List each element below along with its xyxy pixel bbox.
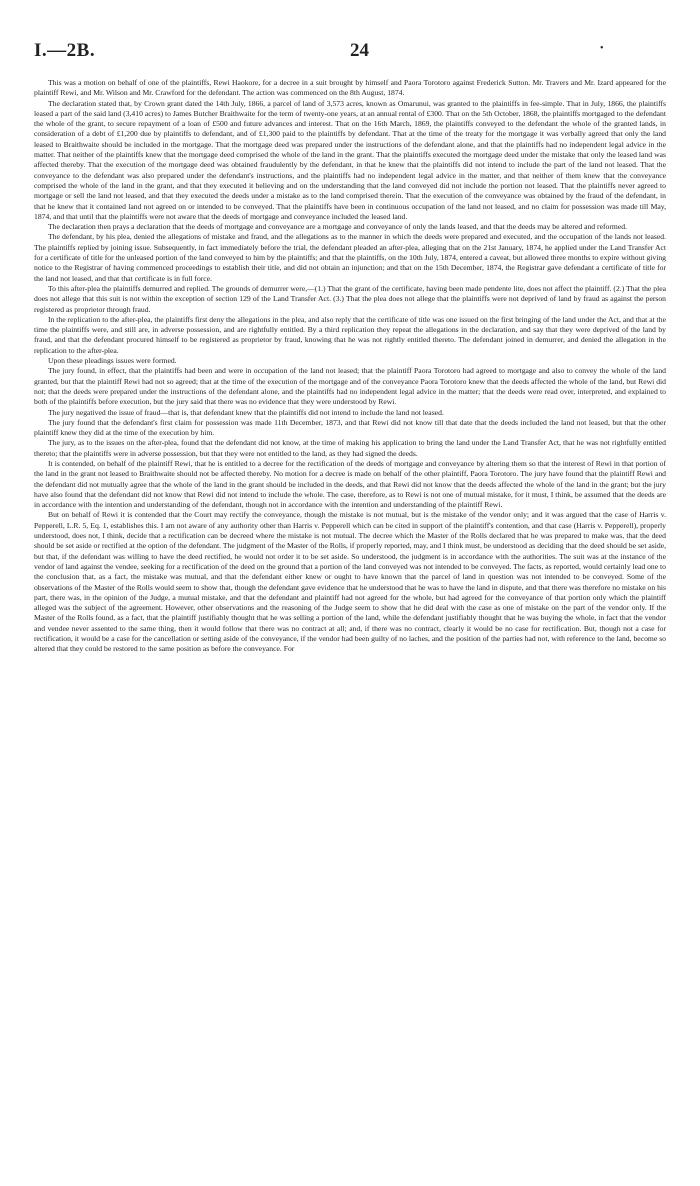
paragraph: The jury negatived the issue of fraud—that is, that defendant knew that the plaintiffs did not intend to include the land not leased.: [48, 407, 444, 417]
paragraph: To this after-plea the plaintiffs demurred and replied. The grounds of demurrer were,—(1.) That the grant of the certificate, having been made pendente lite, does not affect the plaintiff. (2.) That the plea does not allege that this suit is not within the exception of section 129 of the Land Transfer Act. (3.) That the plea does not allege that the plaintiffs were not deprived of land by fraud as against the person registered as proprietor through fraud.: [34, 283, 666, 314]
margin-mark: •: [600, 43, 604, 54]
document-reference: I.—2B.: [34, 40, 96, 61]
paragraph: This was a motion on behalf of one of the plaintiffs, Rewi Haokore, for a decree in a suit brought by himself and Paora Torotoro against Frederick Sutton. Mr. Travers and Mr. Izard appeared for the plaintiff Rewi, and Mr. Wilson and Mr. Crawford for the defendant. The action was commenced on the 8th August, 1874.: [34, 78, 666, 98]
paragraph: The declaration stated that, by Crown grant dated the 14th July, 1866, a parcel of land of 3,573 acres, known as Omarunui, was granted to the plaintiffs in fee-simple. That in July, 1866, the plaintiffs leased a part of the said land (3,410 acres) to James Butcher Braithwaite for the term of twenty-one years, at an annual rental of £300. That on the 5th October, 1868, the plaintiffs mortgaged to the defendant the whole of the grant, to secure repayment of a loan of £500 and future advances and interest. That on the 16th March, 1869, the plaintiffs conveyed to the defendant the whole of the granted lands, in consideration of a debt of £1,200 due by plaintiffs to defendant, and of £1,300 paid to the plaintiffs by defendant. That at the time of the treaty for the mortgage it was verbally agreed that only the land leased to Braithwaite should be included in the mortgage. That the mortgage deed was prepared under the instructions of the defendant alone, and that the plaintiffs had no independent legal advice in the matter. That neither of the plaintiffs knew that the mortgage deed comprised the whole of the land in the grant. That the plaintiffs executed the mortgage deed under the mistake that only the leased land was affected thereby. That the execution of the mortgage deed was obtained fraudulently by the defendant, in that he knew that the plaintiffs did not intend to include the part of the land not leased. That the conveyance to the defendant was also prepared under the defendant's instructions, and the plaintiffs had no independent legal advice in the matter, and that neither of them knew that the conveyance comprised the whole of the land in the grant, and that they executed it believing and on the understanding that the land conveyed did not include the portion not leased. That the plaintiffs never agreed to mortgage or sell the land not leased, and that they executed the deeds under a mistake as to the land comprised therein. That the execution of the conveyance was obtained by the fraud of the defendant, in that he knew that it contained land not agreed on or intended to be conveyed. That the plaintiffs have been in continuous occupation of the land not leased, and no claim for possession was made till May, 1874, and that until that the plaintiffs were not aware that the deeds of mortgage and conveyance included the leased land.: [34, 98, 666, 221]
paragraph: In the replication to the after-plea, the plaintiffs first deny the allegations in the plea, and also reply that the certificate of title was one issued on the first bringing of the land under the Act, and that at the time the plaintiffs were, and still are, in adverse possession, and are rightfully entitled. By a third replication they repeat the allegations in the declaration, and say that they were deprived of the land by fraud, and that the defendant procured himself to be registered as proprietor by fraud, knowing that he was not rightly entitled thereto. The defendant joined in demurrer, and denied the allegation in the replication to the after-plea.: [34, 314, 666, 355]
page-number: 24: [350, 40, 369, 61]
paragraph: The jury, as to the issues on the after-plea, found that the defendant did not know, at the time of making his application to bring the land under the Land Transfer Act, that he was not rightfully entitled thereto; that the plaintiffs were in adverse possession, but that they were not entitled to the land, as they had signed the deeds.: [34, 438, 666, 458]
paragraph: But on behalf of Rewi it is contended that the Court may rectify the conveyance, though the mistake is not mutual, but is the mistake of the vendor only; and it was argued that the case of Harris v. Pepperell, L.R. 5, Eq. 1, establishes this. I am not aware of any authority other than Harris v. Pepperell which can be cited in support of the plaintiff's contention, and that case (Harris v. Pepperell), properly understood, does not, I think, decide that a rectification can be decreed where the mistake is not mutual. The decree which the Master of the Rolls declared that he was prepared to make was, that the deed should be set aside or rectified at the option of the defendant. The judgment of the Master of the Rolls, if properly reported, may, and I think must, be understood as deciding that the deed should be set aside, but that, if the defendant was willing to have the deed rectified, he would not order it to be set aside. So understood, the judgment is in accordance with the authorities. The suit was at the instance of the vendor of land against the vendee, seeking for a rectification of the deed on the ground that a portion of the land conveyed was not intended to be conveyed. The facts, as reported, would certainly lead one to the conclusion that, as a fact, the mistake was mutual, and that the defendant either knew or ought to have known that the parcel of land in question was not intended to be conveyed. Some of the observations of the Master of the Rolls would seem to show that, though the defendant gave evidence that he understood that he was to have the land in dispute, and that there was therefore no mistake on his part, there was, in the opinion of the Judge, a mutual mistake, and that the defendant and plaintiff had not agreed for the whole, but had agreed for the conveyance of that portion only which the plaintiff alleged was the subject of the agreement. However, other observations and the reasoning of the Judge seem to show that he did deal with the case as one of mistake on the part of the vendor only. If the Master of the Rolls found, as a fact, that the plaintiff justifiably thought that he was selling a portion of the land, while the defendant justifiably thought that he was buying the whole, in fact that the vendor and vendee never assented to the same thing, then it would follow that there was no contract at all; and, if there was no contract, clearly it would be no case for rectification. But, though not a case for rectification, it would be a case for the cancellation or setting aside of the conveyance, if the vendor had been guilty of no laches, and the position of the parties had not, with reference to the land, become so altered that they could be restored to the same position as before the conveyance. For: [34, 510, 666, 654]
body-text: [34, 78, 666, 1178]
page-header: [34, 40, 666, 70]
paragraph: The jury found, in effect, that the plaintiffs had been and were in occupation of the land not leased; that the plaintiff Paora Torotoro had agreed to mortgage and also to convey the whole of the land granted, but that the plaintiff Rewi had not so agreed; that at the time of the execution of the mortgage and of the conveyance Paora Torotoro knew that the deeds affected the whole of the land, but Rewi did not; that the deeds were prepared under the instructions of the defendant alone, and the plaintiffs had no independent legal advice in the matter; that the deeds were read over, interpreted, and explained to both of the plaintiffs before execution, but the jury said that there was no evidence that they were understood by Rewi.: [34, 366, 666, 407]
paragraph: The defendant, by his plea, denied the allegations of mistake and fraud, and the allegations as to the manner in which the deeds were prepared and executed, and the occupation of the lands not leased. The plaintiffs replied by joining issue. Subsequently, in fact immediately before the trial, the defendant pleaded an after-plea, alleging that on the 21st January, 1874, he applied under the Land Transfer Act for a certificate of title for the unleased portion of the land conveyed to him by the plaintiffs; and that the plaintiffs, on the 10th July, 1874, entered a caveat, but allowed three months to expire without giving notice to the Registrar of having commenced proceedings to establish their title, and did not obtain an injunction; and that on the 15th December, 1874, the Registrar gave defendant a certificate of title for the land not leased, and that that certificate is in full force.: [34, 232, 666, 283]
paragraph: The jury found that the defendant's first claim for possession was made 11th December, 1873, and that Rewi did not know till that date that the deeds included the land not leased, but that the other plaintiff knew they did at the time of the execution by him.: [34, 417, 666, 438]
paragraph: Upon these pleadings issues were formed.: [48, 356, 177, 366]
paragraph: It is contended, on behalf of the plaintiff Rewi, that he is entitled to a decree for the rectification of the deeds of mortgage and conveyance by altering them so that the interest of Rewi in that portion of the land in the grant not leased to Braithwaite should not be affected thereby. No motion for a decree is made on behalf of the other plaintiff, Paora Torotoro. The jury have found that the plaintiff Rewi and the defendant did not mutually agree that the whole of the land in the grant should be included in the deeds, and that Rewi did not know that the deeds affected the whole of the land in the grant; but the jury have also found that the defendant did not know that Rewi did not intend to include the whole. The case, therefore, as to Rewi is not one of mutual mistake, for it must, I think, be assumed that the deeds are in accordance with the intention and understanding of the defendant, though not in accordance with the intention and understanding of the plaintiff Rewi.: [34, 458, 666, 510]
paragraph: The declaration then prays a declaration that the deeds of mortgage and conveyance are a mortgage and conveyance of only the lands leased, and that the deeds may be altered and reformed.: [48, 222, 627, 232]
